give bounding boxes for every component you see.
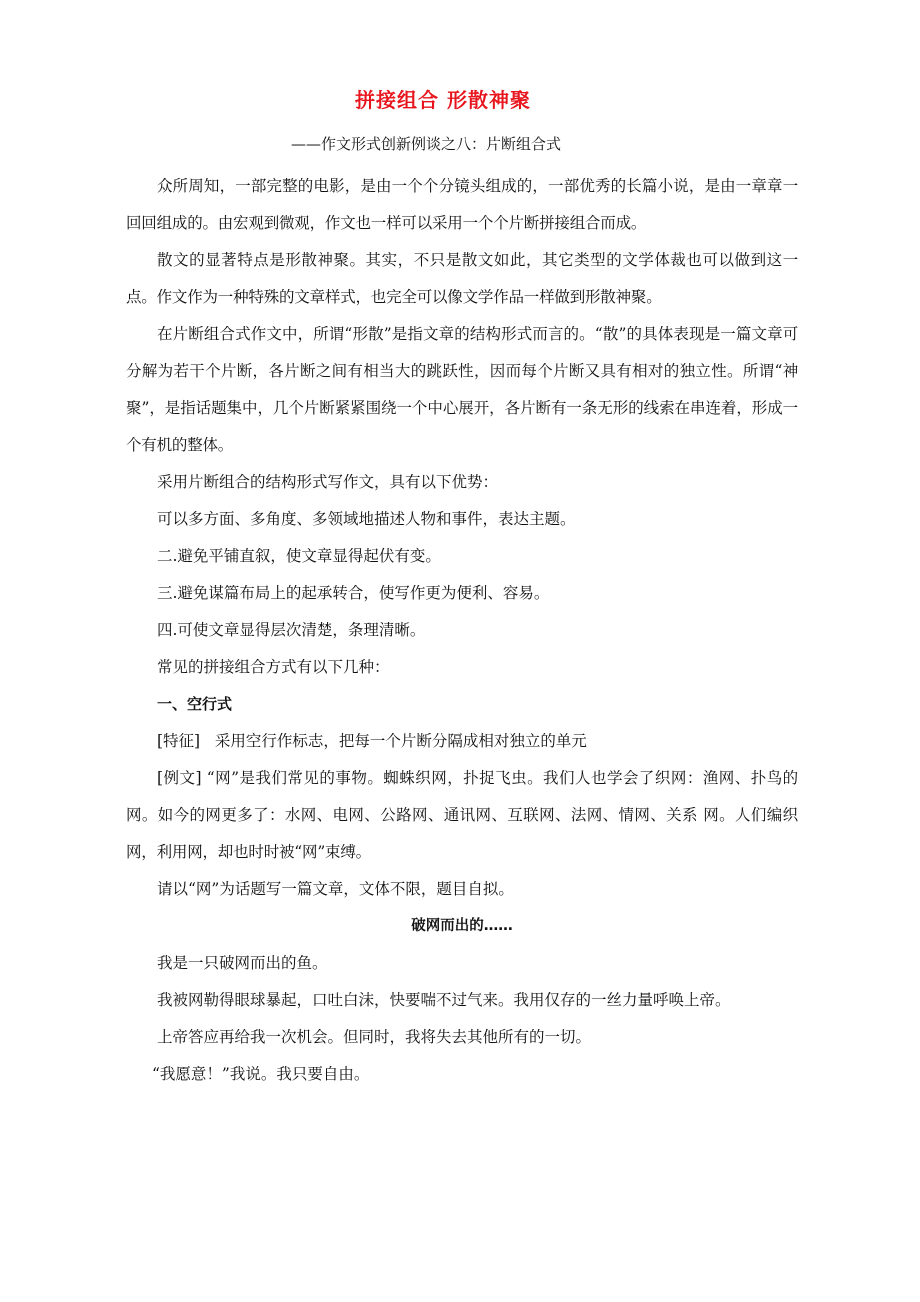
advantage-item: 三.避免谋篇布局上的起承转合，使写作更为便利、容易。 xyxy=(157,584,550,602)
essay-line: 我被网勒得眼球暴起，口吐白沫，快要喘不过气来。我用仅存的一丝力量呼唤上帝。 xyxy=(157,991,731,1009)
advantage-item: 可以多方面、多角度、多领域地描述人物和事件，表达主题。 xyxy=(157,510,576,528)
essay-title: 破网而出的…… xyxy=(411,918,513,934)
document-title: 拼接组合 形散神聚 xyxy=(355,88,531,112)
feature-tag: [特征] xyxy=(157,732,201,750)
paragraph-advantages-intro: 采用片断组合的结构形式写作文，具有以下优势： xyxy=(157,473,499,491)
essay-line: 我是一只破网而出的鱼。 xyxy=(157,954,328,972)
example-tag: [例文] xyxy=(157,769,202,787)
document-body xyxy=(126,168,798,1093)
feature-text: 采用空行作标志，把每一个片断分隔成相对独立的单元 xyxy=(214,732,587,750)
document-subtitle: ——作文形式创新例谈之八：片断组合式 xyxy=(290,135,561,153)
paragraph-definition: 在片断组合式作文中，所谓“形散”是指文章的结构形式而言的。“散”的具体表现是一篇文章可分解为若干个片断，各片断之间有相当大的跳跃性，因而每个片断又具有相对的独立性。所谓“神聚”，是指话题集中，几个片断紧紧围绕一个中心展开，各片断有一条无形的线索在串连着，形成一个有机的整体。 xyxy=(126,325,798,454)
writing-prompt: 请以“网”为话题写一篇文章，文体不限，题目自拟。 xyxy=(157,880,514,898)
section-heading: 一、空行式 xyxy=(157,695,233,713)
essay-line: “我愿意！”我说。我只要自由。 xyxy=(152,1065,370,1083)
paragraph-intro: 众所周知，一部完整的电影，是由一个个分镜头组成的，一部优秀的长篇小说，是由一章章一回回组成的。由宏观到微观，作文也一样可以采用一个个片断拼接组合而成。 xyxy=(126,177,798,232)
advantage-item: 四.可使文章显得层次清楚，条理清晰。 xyxy=(157,621,426,639)
feature-line xyxy=(126,723,798,760)
example-paragraph xyxy=(126,760,798,871)
essay-line: 上帝答应再给我一次机会。但同时，我将失去其他所有的一切。 xyxy=(157,1028,592,1046)
paragraph-methods-intro: 常见的拼接组合方式有以下几种： xyxy=(157,658,390,676)
advantage-item: 二.避免平铺直叙，使文章显得起伏有变。 xyxy=(157,547,441,565)
example-text: “网”是我们常见的事物。蜘蛛织网，扑捉飞虫。我们人也学会了织网：渔网、扑鸟的网。如今的网更多了：水网、电网、公路网、通讯网、互联网、法网、情网、关系 网。人们编织网，利用网，却也时时被“网”束缚。 xyxy=(126,769,798,861)
paragraph-prose-feature: 散文的显著特点是形散神聚。其实，不只是散文如此，其它类型的文学体裁也可以做到这一点。作文作为一种特殊的文章样式，也完全可以像文学作品一样做到形散神聚。 xyxy=(126,251,798,306)
